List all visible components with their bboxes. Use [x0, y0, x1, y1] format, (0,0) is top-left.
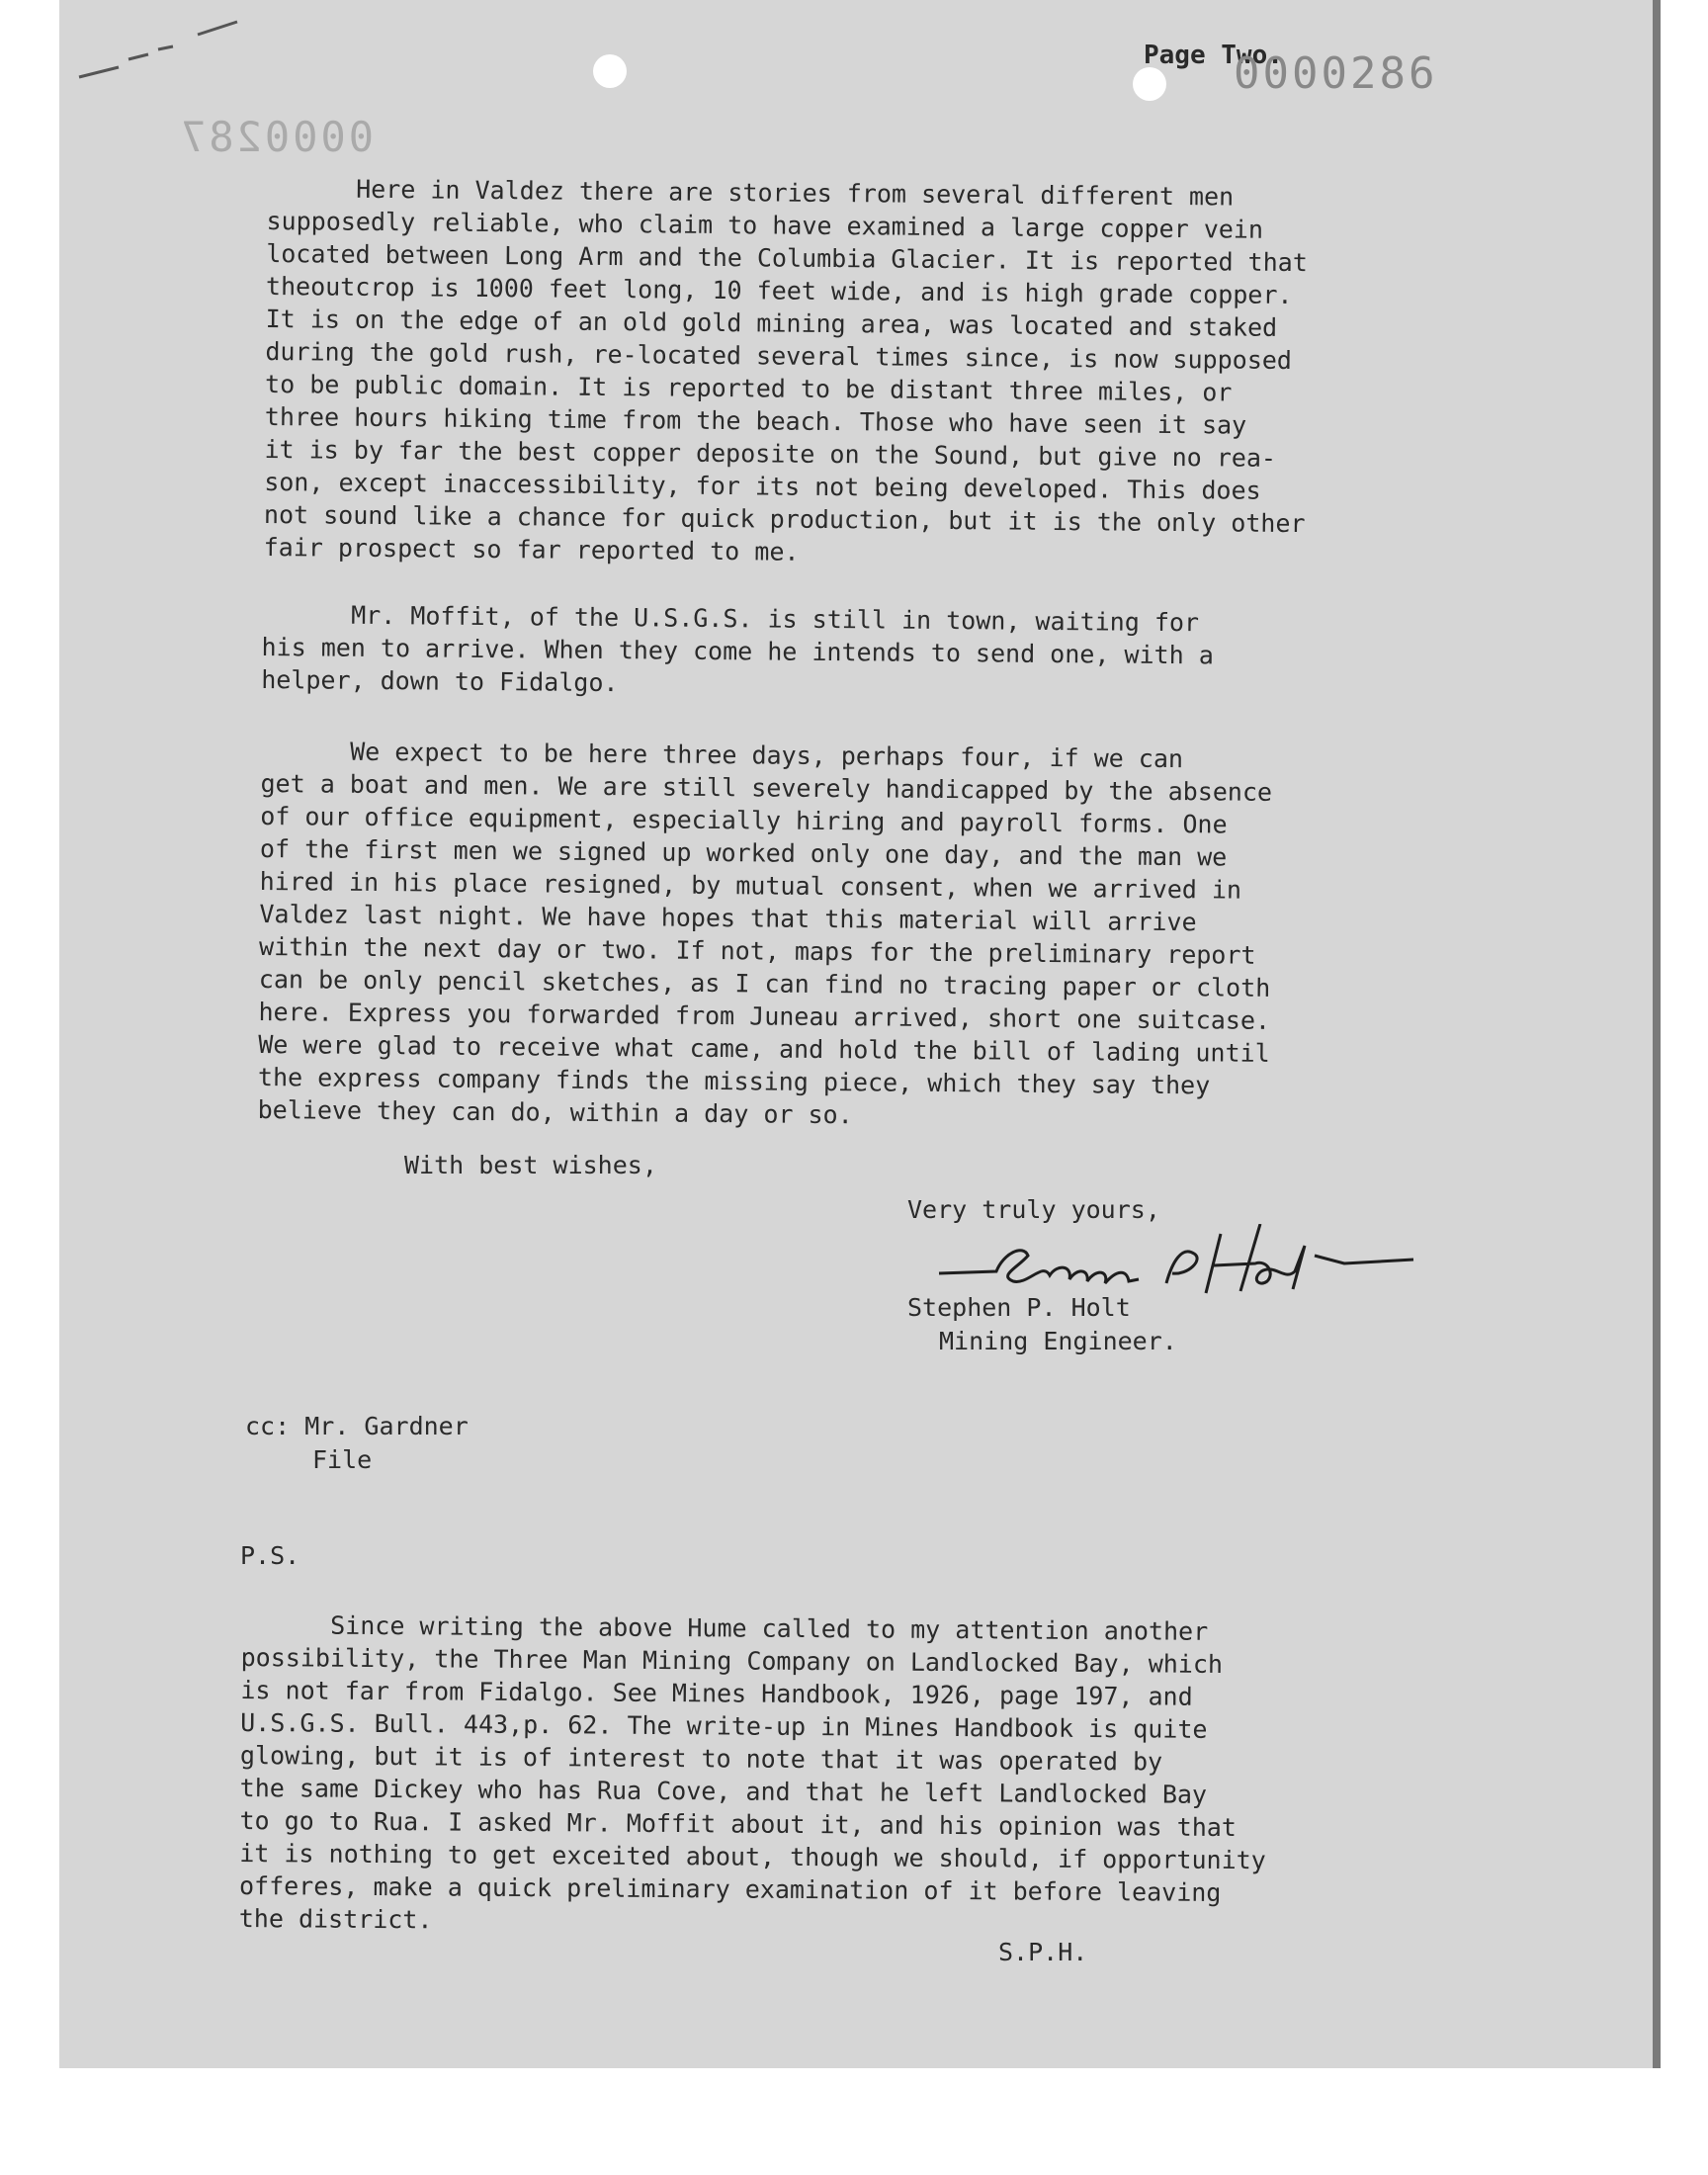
- text-line: of our office equipment, especially hiring and payroll forms. One: [260, 801, 1228, 839]
- text-line: here. Express you forwarded from Juneau arrived, short one suitcase.: [258, 997, 1271, 1035]
- text-line: the district.: [238, 1903, 433, 1935]
- paragraph-copper-vein: [264, 172, 1309, 572]
- signer-title: Mining Engineer.: [939, 1327, 1177, 1355]
- punch-hole-left: [593, 54, 627, 88]
- text-line: offeres, make a quick preliminary examination of it before leaving: [238, 1870, 1222, 1907]
- text-line: glowing, but it is of interest to note that it was operated by: [239, 1740, 1163, 1777]
- document-stamp-number: 0000286: [1234, 48, 1438, 99]
- closing-line: With best wishes,: [404, 1151, 657, 1179]
- text-line: to be public domain. It is reported to be distant three miles, or: [265, 369, 1233, 407]
- corner-smudge-marks: [0, 0, 257, 89]
- text-line: Valdez last night. We have hopes that this material will arrive: [259, 899, 1197, 937]
- text-line: We expect to be here three days, perhaps four, if we can: [260, 736, 1184, 774]
- text-line: it is nothing to get exceited about, though we should, if opportunity: [239, 1838, 1266, 1875]
- postscript-paragraph: [239, 1609, 1268, 1942]
- text-line: his men to arrive. When they come he intends to send one, with a: [261, 632, 1214, 670]
- text-line: It is on the edge of an old gold mining area, was located and staked: [265, 304, 1278, 342]
- text-line: believe they can do, within a day or so.: [257, 1094, 853, 1130]
- postscript-label: P.S.: [240, 1541, 300, 1570]
- text-line: of the first men we signed up worked only one day, and the man we: [259, 833, 1228, 872]
- text-line: the express company finds the missing piece, which they say they: [257, 1062, 1211, 1100]
- text-line: fair prospect so far reported to me.: [263, 532, 800, 566]
- text-line: not sound like a chance for quick production, but it is the only other: [263, 499, 1306, 539]
- punch-hole-right: [1133, 67, 1166, 101]
- text-line: We were glad to receive what came, and hold the bill of lading until: [258, 1029, 1270, 1068]
- text-line: Here in Valdez there are stories from several different men: [266, 173, 1235, 212]
- text-line: can be only pencil sketches, as I can find no tracing paper or cloth: [258, 964, 1271, 1002]
- text-line: U.S.G.S. Bull. 443,p. 62. The write-up in Mines Handbook is quite: [240, 1707, 1208, 1744]
- text-line: theoutcrop is 1000 feet long, 10 feet wide, and is high grade copper.: [265, 271, 1293, 310]
- text-line: helper, down to Fidalgo.: [261, 664, 619, 698]
- valediction: Very truly yours,: [907, 1195, 1160, 1224]
- text-line: located between Long Arm and the Columbia Glacier. It is reported that: [266, 238, 1308, 278]
- text-line: within the next day or two. If not, maps for the preliminary report: [259, 931, 1256, 970]
- page-number-label: Page Two.: [1144, 41, 1283, 70]
- text-line: it is by far the best copper deposite on the Sound, but give no rea-: [264, 434, 1277, 473]
- text-line: Mr. Moffit, of the U.S.G.S. is still in town, waiting for: [261, 599, 1200, 638]
- text-line: son, except inaccessibility, for its not being developed. This does: [264, 467, 1261, 505]
- text-line: to go to Rua. I asked Mr. Moffit about it, and his opinion was that: [239, 1805, 1238, 1843]
- text-line: is not far from Fidalgo. See Mines Handbook, 1926, page 197, and: [240, 1675, 1193, 1711]
- text-line: get a boat and men. We are still severely handicapped by the absence: [260, 768, 1273, 807]
- page-edge-shadow: [1653, 0, 1661, 2068]
- signer-name: Stephen P. Holt: [907, 1293, 1131, 1322]
- cc-file: File: [312, 1445, 373, 1474]
- paragraph-moffit: [261, 598, 1214, 704]
- postscript-initials: S.P.H.: [998, 1938, 1088, 1966]
- text-line: three hours hiking time from the beach. Those who have seen it say: [264, 401, 1247, 440]
- text-line: hired in his place resigned, by mutual consent, when we arrived in: [259, 866, 1242, 905]
- bleed-through-number: 0000287: [178, 113, 375, 161]
- text-line: supposedly reliable, who claim to have examined a large copper vein: [266, 206, 1264, 244]
- text-line: the same Dickey who has Rua Cove, and that he left Landlocked Bay: [239, 1773, 1208, 1809]
- text-line: Since writing the above Hume called to my attention another: [240, 1610, 1209, 1646]
- text-line: possibility, the Three Man Mining Company on Landlocked Bay, which: [240, 1642, 1224, 1679]
- paragraph-schedule: [258, 735, 1273, 1135]
- cc-recipient: cc: Mr. Gardner: [245, 1412, 469, 1440]
- text-line: during the gold rush, re-located several times since, is now supposed: [265, 336, 1293, 376]
